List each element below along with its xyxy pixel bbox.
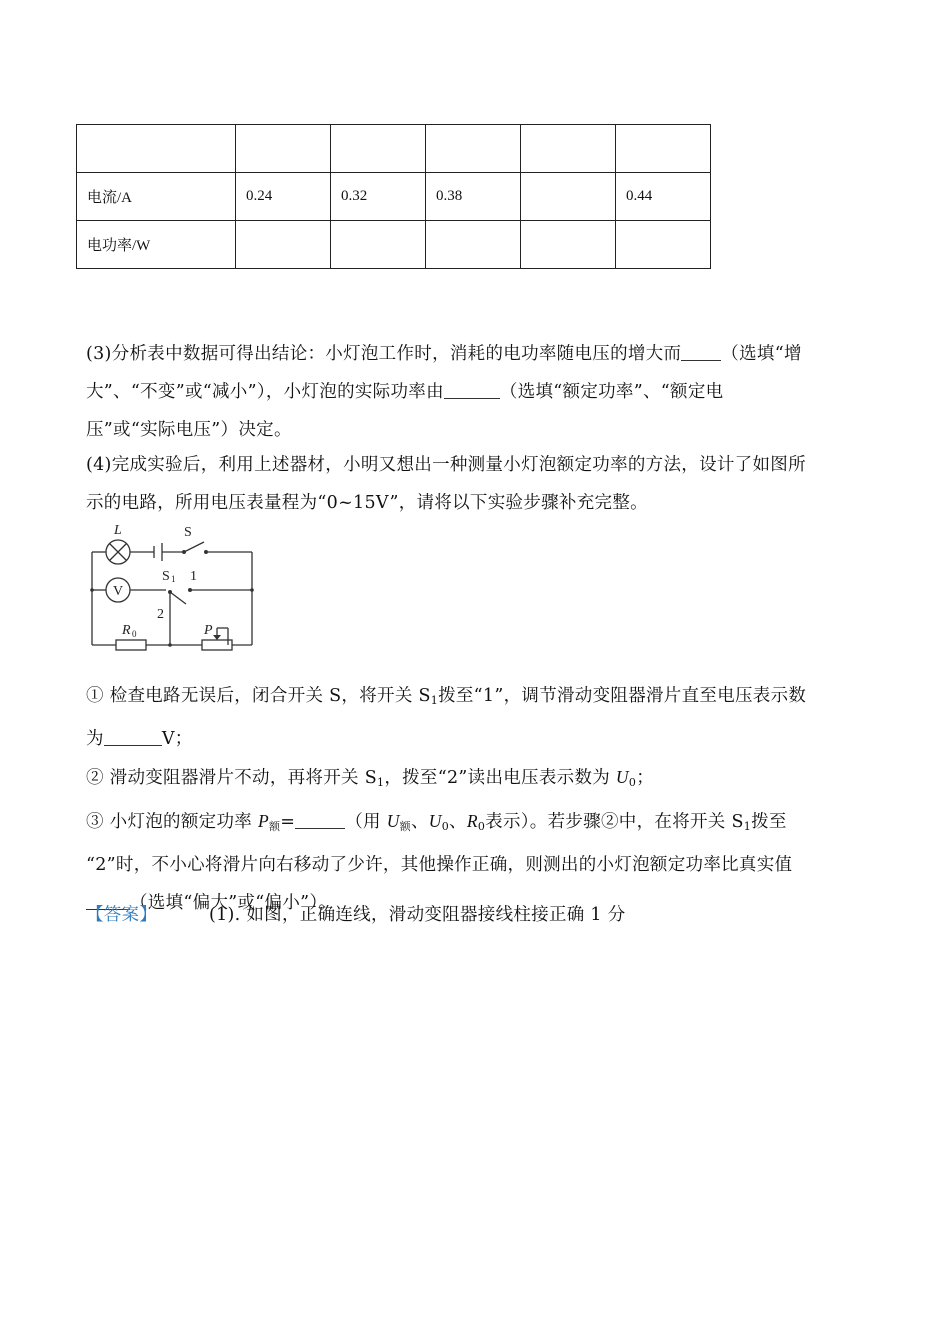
table-cell: 0.44 [616, 173, 711, 221]
answer-blank[interactable] [444, 378, 500, 399]
contact-1-label: 1 [190, 569, 197, 584]
table-cell [331, 221, 426, 269]
switch-s-label: S [184, 525, 192, 540]
switch-s1-label: S [162, 569, 170, 584]
table-row [77, 125, 711, 173]
steps [86, 677, 876, 922]
q3-line-3: 压”或“实际电压”）决定。 [86, 420, 292, 440]
step-1-line-2: 为 V； [86, 720, 876, 758]
answer-blank[interactable] [681, 340, 721, 361]
voltmeter-label: V [112, 584, 124, 599]
table-cell [331, 125, 426, 173]
table-cell [236, 221, 331, 269]
table-row [77, 221, 711, 269]
voltmeter-icon [106, 578, 130, 602]
table-cell: 0.32 [331, 173, 426, 221]
q3-line-2: 大”、“不变”或“减小”），小灯泡的实际功率由 （选填“额定功率”、“额定电 [86, 373, 876, 411]
answer-blank[interactable] [295, 808, 345, 829]
step-3-line-1: ③ 小灯泡的额定功率 $P_额=$ （用 $U_额$、$U_0$、$R_0$表示）。若步骤②中，在将开关 S1拨至 [86, 802, 876, 846]
q4-line-2: 示的电路，所用电压表量程为“0~15V”，请将以下实验步骤补充完整。 [86, 493, 648, 513]
answer-section [86, 896, 876, 934]
answer-tag: 【答案】 [86, 905, 158, 925]
question-4 [86, 446, 876, 522]
table-cell [521, 173, 616, 221]
q4-line-1: (4)完成实验后，利用上述器材，小明又想出一种测量小灯泡额定功率的方法，设计了如图所 [86, 455, 806, 475]
table-cell [426, 221, 521, 269]
lamp-label: L [114, 523, 122, 538]
table-row [77, 173, 711, 221]
step-3-line-3: （选填“偏大”或“偏小”）。 [86, 884, 876, 922]
lamp-icon [106, 540, 130, 564]
step-3-line-2: “2”时，不小心将滑片向右移动了少许，其他操作正确，则测出的小灯泡额定功率比真实值 [86, 855, 793, 875]
switch-s-icon [182, 542, 208, 554]
row-label-current: 电流/A [77, 173, 236, 221]
data-table [76, 124, 711, 269]
answer-text: (1). 如图，正确连线，滑动变阻器接线柱接正确 1 分 [208, 905, 626, 925]
battery-icon [154, 543, 162, 561]
resistor-label: R [122, 623, 131, 638]
step-1-line-1: ① 检查电路无误后，闭合开关 S，将开关 S1拨至“1”，调节滑动变阻器滑片直至电压表示数 [86, 686, 807, 707]
table-cell: 0.24 [236, 173, 331, 221]
rheostat-label: P [204, 623, 213, 638]
circuit-diagram [86, 520, 276, 655]
switch-s1-sub: 1 [171, 574, 176, 584]
step-2: ② 滑动变阻器滑片不动，再将开关 S1，拨至“2”读出电压表示数为 $U_0$； [86, 767, 654, 789]
row-label-power: 电功率/W [77, 221, 236, 269]
switch-s1-icon [168, 588, 192, 604]
contact-2-label: 2 [157, 607, 164, 622]
table-cell [426, 125, 521, 173]
answer-blank[interactable] [104, 725, 162, 746]
table-cell [521, 221, 616, 269]
q3-line-1: (3)分析表中数据可得出结论：小灯泡工作时，消耗的电功率随电压的增大而 （选填“增 [86, 335, 876, 373]
table-cell [616, 125, 711, 173]
table-cell [236, 125, 331, 173]
resistor-sub: 0 [132, 629, 137, 639]
table-cell: 0.38 [426, 173, 521, 221]
table-cell [521, 125, 616, 173]
table-cell [77, 125, 236, 173]
resistor-r0-icon [116, 640, 146, 650]
question-3 [86, 335, 876, 449]
table-cell [616, 221, 711, 269]
